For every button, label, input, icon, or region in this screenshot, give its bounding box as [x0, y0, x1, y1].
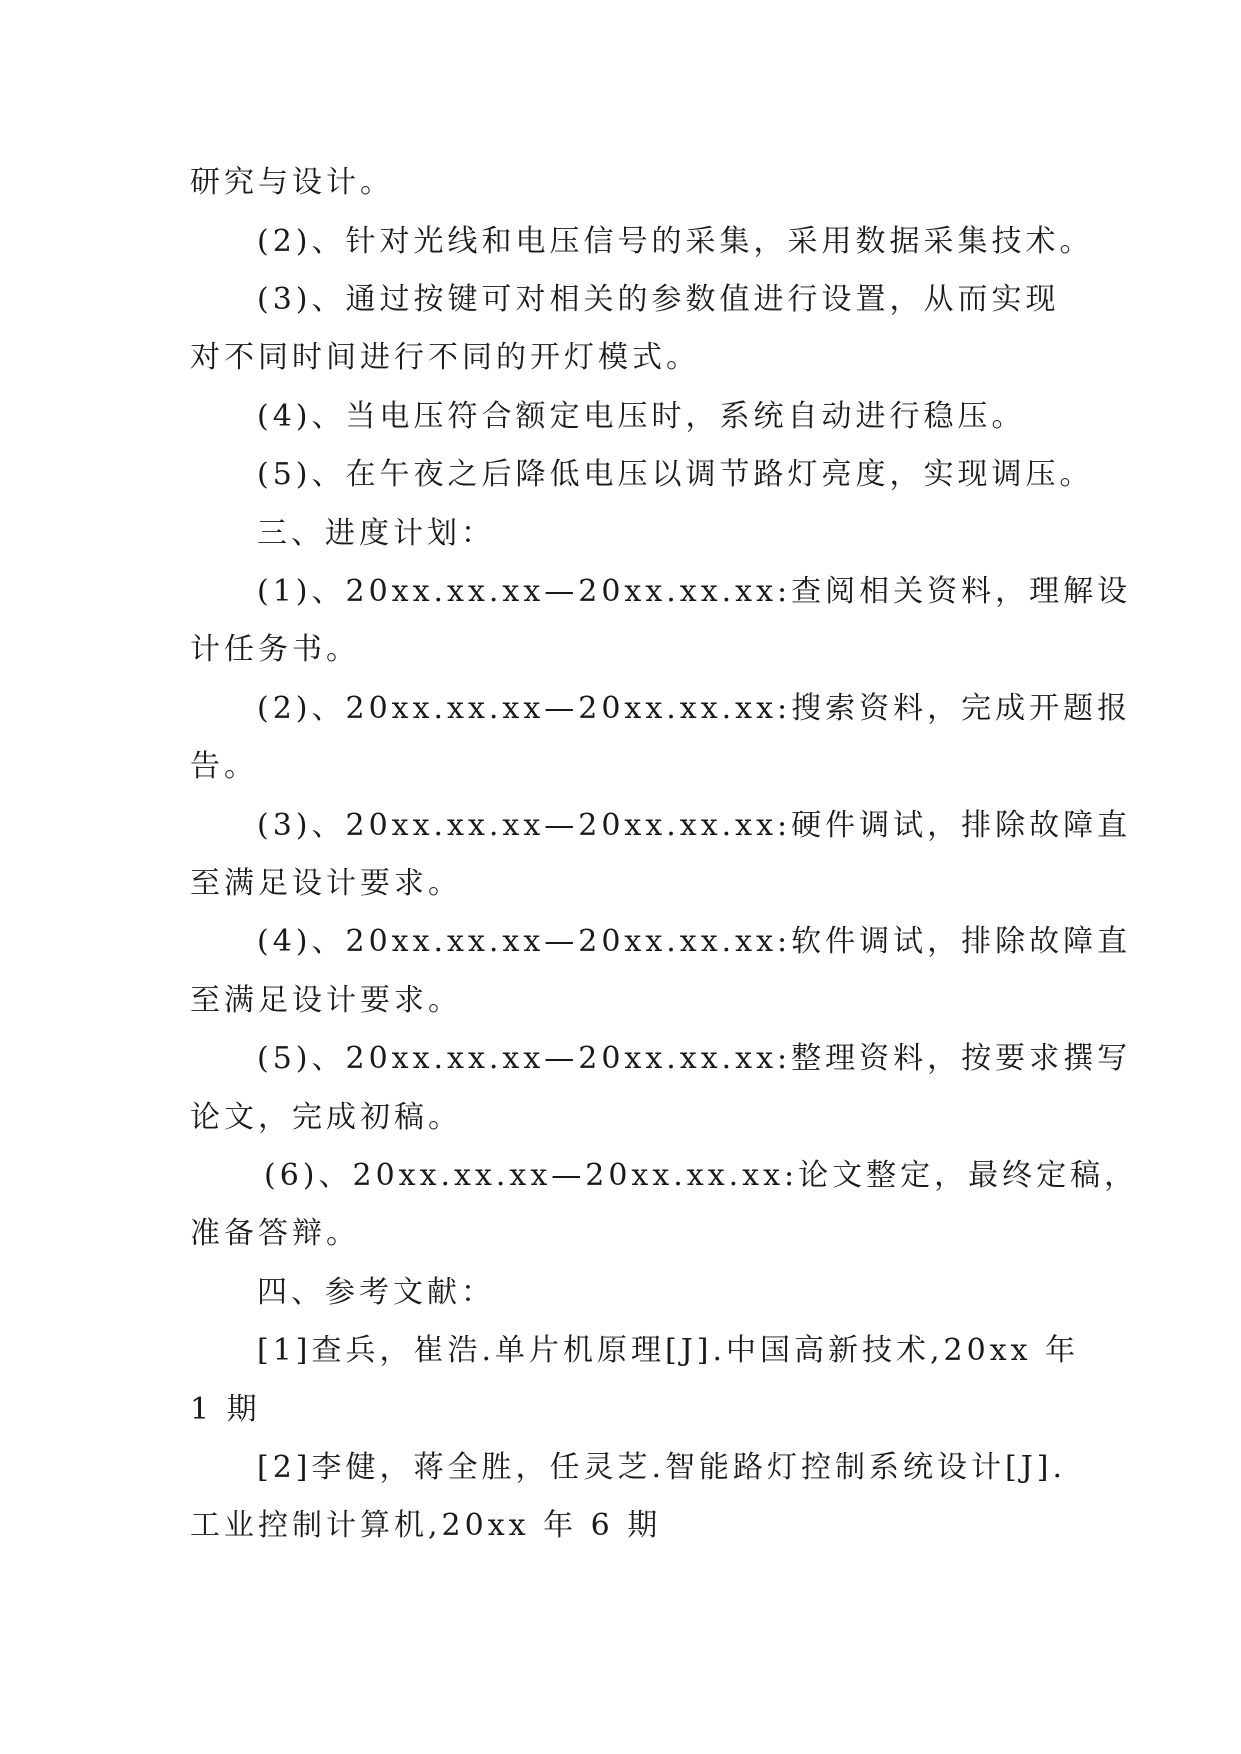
- paragraph-line: (6)、20xx.xx.xx—20xx.xx.xx:论文整定，最终定稿，: [264, 1158, 1139, 1193]
- paragraph-line: 对不同时间进行不同的开灯模式。: [190, 340, 700, 375]
- paragraph-line: (5)、20xx.xx.xx—20xx.xx.xx:整理资料，按要求撰写: [257, 1041, 1132, 1076]
- reference-line: 1 期: [190, 1392, 261, 1427]
- paragraph-line: 告。: [190, 749, 258, 784]
- paragraph-line: 研究与设计。: [190, 165, 394, 200]
- paragraph-line: 准备答辩。: [190, 1216, 360, 1251]
- reference-line: [2]李健，蒋全胜，任灵芝.智能路灯控制系统设计[J].: [257, 1450, 1067, 1485]
- paragraph-line: 至满足设计要求。: [190, 983, 462, 1018]
- reference-line: [1]查兵，崔浩.单片机原理[J].中国高新技术,20xx 年: [257, 1333, 1080, 1368]
- paragraph-line: (1)、20xx.xx.xx—20xx.xx.xx:查阅相关资料，理解设: [257, 574, 1132, 609]
- reference-line: 工业控制计算机,20xx 年 6 期: [190, 1508, 662, 1543]
- paragraph-line: (4)、20xx.xx.xx—20xx.xx.xx:软件调试，排除故障直: [257, 924, 1132, 959]
- section-heading: 三、进度计划：: [257, 516, 495, 551]
- paragraph-line: (2)、针对光线和电压信号的采集，采用数据采集技术。: [257, 224, 1094, 259]
- paragraph-line: 论文，完成初稿。: [190, 1100, 462, 1135]
- paragraph-line: 至满足设计要求。: [190, 866, 462, 901]
- paragraph-line: (4)、当电压符合额定电压时，系统自动进行稳压。: [257, 399, 1026, 434]
- section-heading: 四、参考文献：: [257, 1275, 495, 1310]
- paragraph-line: (2)、20xx.xx.xx—20xx.xx.xx:搜索资料，完成开题报: [257, 691, 1132, 726]
- paragraph-line: 计任务书。: [190, 632, 360, 667]
- paragraph-line: (5)、在午夜之后降低电压以调节路灯亮度，实现调压。: [257, 457, 1094, 492]
- paragraph-line: (3)、20xx.xx.xx—20xx.xx.xx:硬件调试，排除故障直: [257, 808, 1132, 843]
- paragraph-line: (3)、通过按键可对相关的参数值进行设置，从而实现: [257, 282, 1060, 317]
